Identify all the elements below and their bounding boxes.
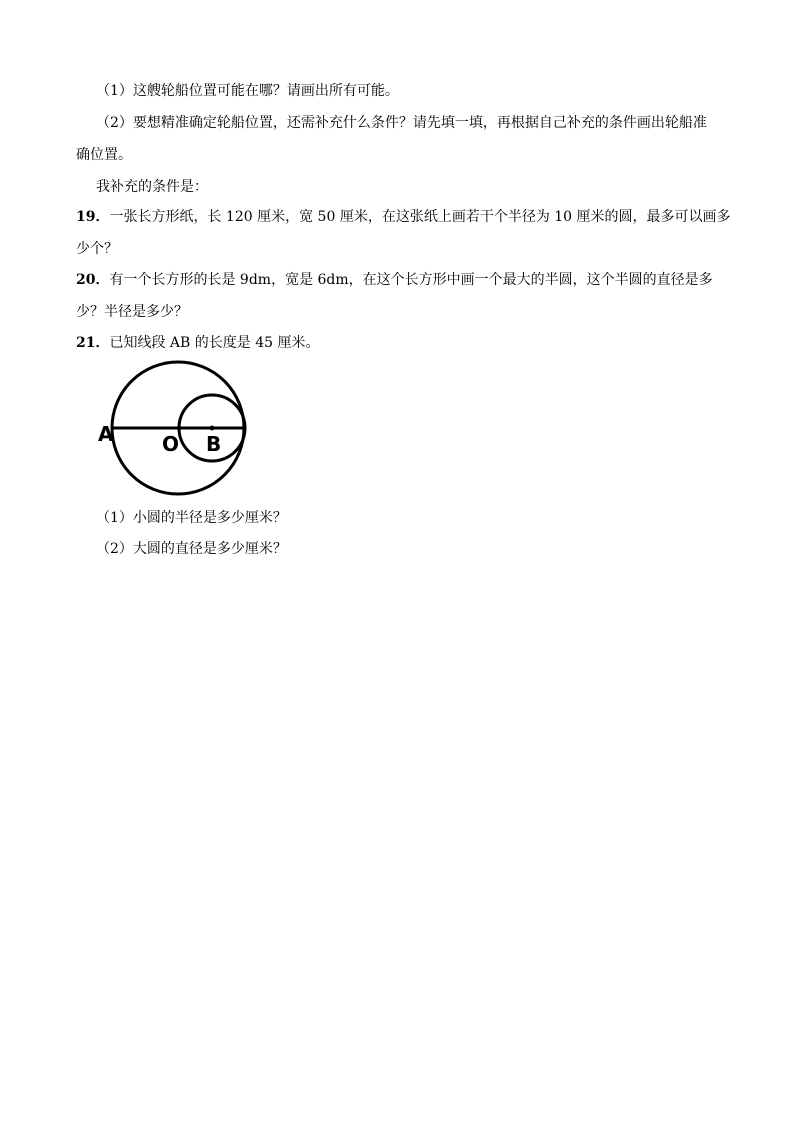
label-a: A (98, 422, 114, 446)
q21-sub1: （1）小圆的半径是多少厘米？ (96, 510, 287, 526)
q20-number: 20． (76, 272, 110, 288)
q21-stem-line (76, 333, 320, 353)
q20-line1 (76, 270, 713, 290)
q21-number: 21． (76, 335, 110, 351)
center-point-o (177, 426, 182, 431)
q18-sub1: （1）这艘轮船位置可能在哪？请画出所有可能。 (96, 83, 399, 99)
q19-text: 一张长方形纸，长 120 厘米，宽 50 厘米，在这张纸上画若干个半径为 10 厘米的圆，最多可以画多 (109, 209, 731, 225)
q18-sub2-line1: （2）要想精准确定轮船位置，还需补充什么条件？请先填一填，再根据自己补充的条件画出轮船准 (96, 115, 707, 131)
q20-line2: 少？半径是多少？ (76, 304, 188, 320)
q21-circle-figure (96, 360, 248, 500)
q21-sub2: （2）大圆的直径是多少厘米？ (96, 541, 287, 557)
q19-line2: 少个？ (76, 241, 118, 257)
center-point-b (210, 426, 215, 431)
q21-circle-diagram (96, 360, 248, 500)
q19-number: 19． (76, 209, 110, 225)
q19-line1 (76, 207, 731, 227)
label-o: O (162, 432, 180, 456)
label-b: B (206, 432, 222, 456)
q18-sub2-line2: 确位置。 (76, 147, 132, 163)
q20-text: 有一个长方形的长是 9dm，宽是 6dm，在这个长方形中画一个最大的半圆，这个半圆的直径是多 (109, 272, 713, 288)
q21-stem: 已知线段 AB 的长度是 45 厘米。 (109, 335, 320, 351)
q18-fill-prompt: 我补充的条件是： (96, 179, 208, 195)
